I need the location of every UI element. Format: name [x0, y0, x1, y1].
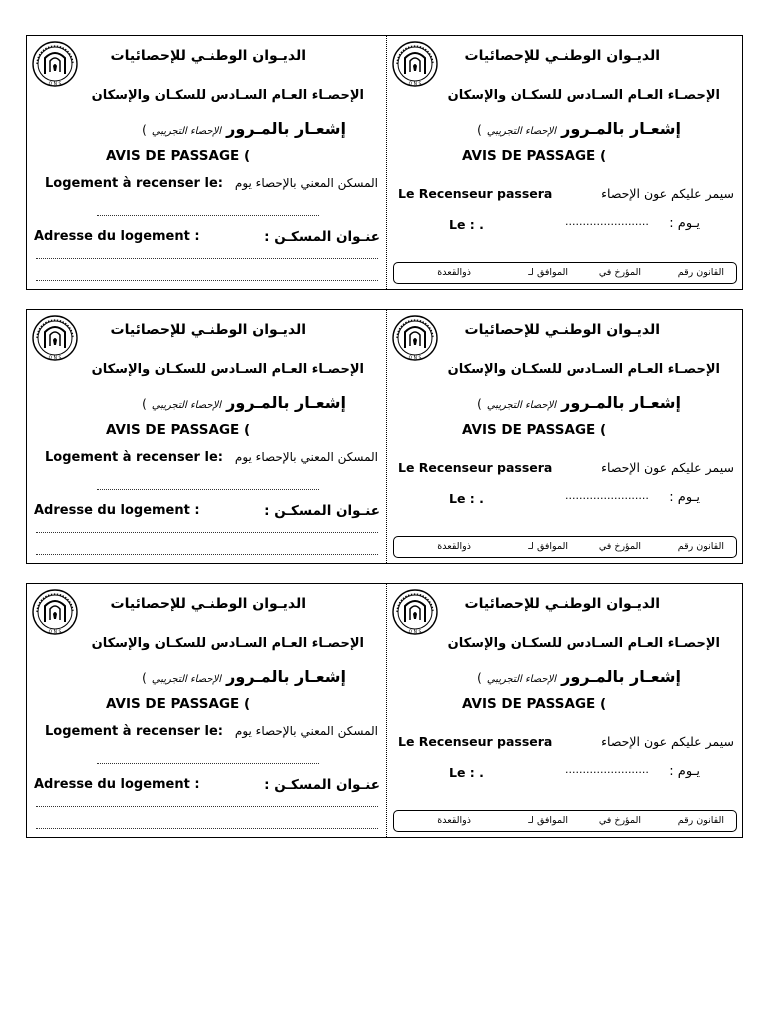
month-label: ذوالقعدة: [437, 815, 471, 826]
right-section: [387, 36, 744, 289]
corresponding-label: الموافق لـ: [528, 815, 568, 826]
housing-date-line[interactable]: [97, 763, 319, 764]
ons-logo-icon: [391, 588, 439, 636]
office-name: الديـوان الوطنـي للإحصائيات: [464, 596, 660, 612]
logo-letters: O N S: [48, 630, 62, 635]
left-section: [27, 36, 386, 289]
title-fr: AVIS DE PASSAGE (: [462, 696, 607, 712]
ons-logo-icon: [31, 588, 79, 636]
corresponding-label: الموافق لـ: [528, 541, 568, 552]
title-ar: إشعـار بالمـرور: [561, 393, 681, 412]
month-label: ذوالقعدة: [437, 267, 471, 278]
address-ar: عنـوان المسكـن :: [264, 503, 380, 519]
census-title: الإحصـاء العـام السـادس للسكـان والإسكان: [447, 636, 720, 651]
office-name: الديـوان الوطنـي للإحصائيات: [464, 48, 660, 64]
dated-label: المؤرخ في: [598, 541, 641, 552]
notice-card-3: [26, 583, 743, 838]
census-title: الإحصـاء العـام السـادس للسكـان والإسكان: [91, 636, 364, 651]
housing-ar: المسكن المعني بالإحصاء يوم: [234, 450, 378, 464]
left-section: [27, 310, 386, 563]
title-ar: إشعـار بالمـرور: [226, 119, 346, 138]
address-fr: Adresse du logement :: [34, 503, 200, 518]
title-ar: إشعـار بالمـرور: [561, 667, 681, 686]
paren-close: ): [477, 397, 482, 411]
ons-logo-icon: [31, 314, 79, 362]
agent-fr: Le Recenseur passera: [398, 460, 553, 475]
housing-fr: Logement à recenser le:: [45, 450, 223, 465]
title-fr: AVIS DE PASSAGE (: [106, 422, 251, 438]
day-dots[interactable]: ........................: [565, 489, 649, 502]
housing-date-line[interactable]: [97, 215, 319, 216]
agent-ar: سيمر عليكم عون الإحصاء: [601, 186, 734, 201]
notice-card-1: [26, 35, 743, 290]
title-fr: AVIS DE PASSAGE (: [106, 696, 251, 712]
pilot-census: الإحصاء التجريبي: [486, 674, 557, 685]
housing-ar: المسكن المعني بالإحصاء يوم: [234, 724, 378, 738]
agent-ar: سيمر عليكم عون الإحصاء: [601, 734, 734, 749]
housing-fr: Logement à recenser le:: [45, 724, 223, 739]
title-ar: إشعـار بالمـرور: [561, 119, 681, 138]
pilot-census: الإحصاء التجريبي: [151, 126, 222, 137]
day-ar: يـوم :: [669, 490, 700, 505]
housing-ar: المسكن المعني بالإحصاء يوم: [234, 176, 378, 190]
title-fr: AVIS DE PASSAGE (: [106, 148, 251, 164]
housing-date-line[interactable]: [97, 489, 319, 490]
notice-title-line: [142, 667, 346, 686]
agent-fr: Le Recenseur passera: [398, 734, 553, 749]
pilot-census: الإحصاء التجريبي: [151, 674, 222, 685]
day-ar: يـوم :: [669, 764, 700, 779]
logo-letters: O N S: [408, 82, 422, 87]
census-title: الإحصـاء العـام السـادس للسكـان والإسكان: [447, 88, 720, 103]
census-title: الإحصـاء العـام السـادس للسكـان والإسكان: [91, 88, 364, 103]
office-name: الديـوان الوطنـي للإحصائيات: [110, 48, 306, 64]
logo-letters: O N S: [408, 630, 422, 635]
housing-fr: Logement à recenser le:: [45, 176, 223, 191]
paren-close: ): [142, 671, 147, 685]
notice-title-line: [477, 119, 681, 138]
title-ar: إشعـار بالمـرور: [226, 393, 346, 412]
office-name: الديـوان الوطنـي للإحصائيات: [110, 596, 306, 612]
office-name: الديـوان الوطنـي للإحصائيات: [464, 322, 660, 338]
logo-letters: O N S: [48, 82, 62, 87]
day-ar: يـوم :: [669, 216, 700, 231]
title-fr: AVIS DE PASSAGE (: [462, 422, 607, 438]
paren-close: ): [477, 671, 482, 685]
agent-fr: Le Recenseur passera: [398, 186, 553, 201]
address-ar: عنـوان المسكـن :: [264, 229, 380, 245]
day-dots[interactable]: ........................: [565, 763, 649, 776]
address-line-1[interactable]: [36, 532, 378, 533]
right-section: [387, 310, 744, 563]
dated-label: المؤرخ في: [598, 267, 641, 278]
law-label: القانون رقم: [677, 267, 724, 278]
ons-logo-icon: [391, 40, 439, 88]
paren-close: ): [142, 123, 147, 137]
right-section: [387, 584, 744, 837]
address-line-1[interactable]: [36, 258, 378, 259]
agent-ar: سيمر عليكم عون الإحصاء: [601, 460, 734, 475]
pilot-census: الإحصاء التجريبي: [151, 400, 222, 411]
logo-letters: O N S: [48, 356, 62, 361]
notice-title-line: [142, 119, 346, 138]
dated-label: المؤرخ في: [598, 815, 641, 826]
address-line-2[interactable]: [36, 828, 378, 829]
census-title: الإحصـاء العـام السـادس للسكـان والإسكان: [447, 362, 720, 377]
law-reference-box: [393, 536, 737, 558]
law-reference-box: [393, 262, 737, 284]
corresponding-label: الموافق لـ: [528, 267, 568, 278]
pilot-census: الإحصاء التجريبي: [486, 400, 557, 411]
paren-close: ): [142, 397, 147, 411]
ons-logo-icon: [391, 314, 439, 362]
address-line-1[interactable]: [36, 806, 378, 807]
address-line-2[interactable]: [36, 280, 378, 281]
law-label: القانون رقم: [677, 541, 724, 552]
le-fr: Le : .: [449, 765, 484, 780]
notice-title-line: [142, 393, 346, 412]
le-fr: Le : .: [449, 217, 484, 232]
census-title: الإحصـاء العـام السـادس للسكـان والإسكان: [91, 362, 364, 377]
office-name: الديـوان الوطنـي للإحصائيات: [110, 322, 306, 338]
law-reference-box: [393, 810, 737, 832]
left-section: [27, 584, 386, 837]
pilot-census: الإحصاء التجريبي: [486, 126, 557, 137]
notice-card-2: [26, 309, 743, 564]
address-fr: Adresse du logement :: [34, 777, 200, 792]
notice-title-line: [477, 667, 681, 686]
address-ar: عنـوان المسكـن :: [264, 777, 380, 793]
law-label: القانون رقم: [677, 815, 724, 826]
notice-title-line: [477, 393, 681, 412]
month-label: ذوالقعدة: [437, 541, 471, 552]
title-ar: إشعـار بالمـرور: [226, 667, 346, 686]
ons-logo-icon: [31, 40, 79, 88]
le-fr: Le : .: [449, 491, 484, 506]
logo-letters: O N S: [408, 356, 422, 361]
title-fr: AVIS DE PASSAGE (: [462, 148, 607, 164]
paren-close: ): [477, 123, 482, 137]
address-fr: Adresse du logement :: [34, 229, 200, 244]
address-line-2[interactable]: [36, 554, 378, 555]
day-dots[interactable]: ........................: [565, 215, 649, 228]
